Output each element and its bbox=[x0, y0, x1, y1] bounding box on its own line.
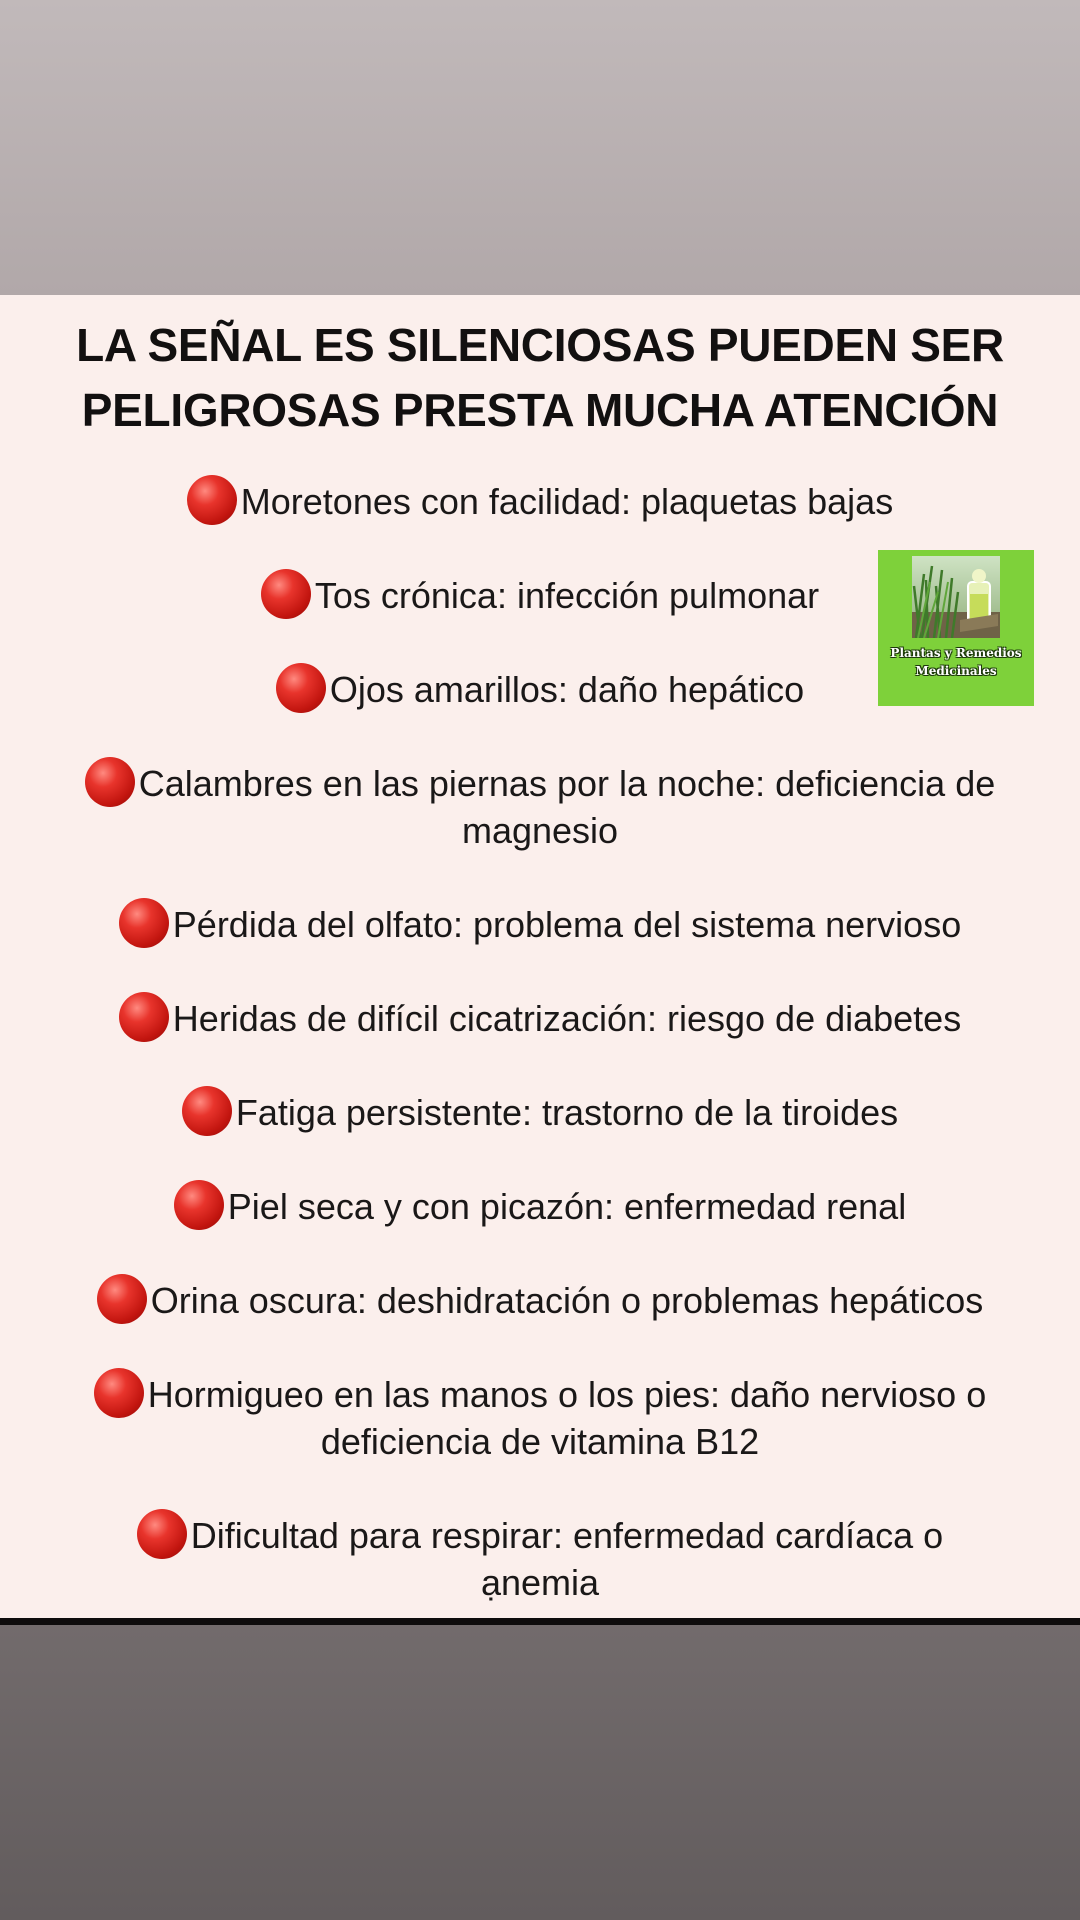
list-item bbox=[20, 1368, 1060, 1465]
item-text-line-2: ạnemia bbox=[480, 1562, 600, 1603]
red-circle-icon bbox=[85, 757, 135, 807]
plant-photo-icon bbox=[912, 556, 1000, 638]
red-circle-icon bbox=[276, 663, 326, 713]
item-text-line-1: Calambres en las piernas por la noche: deficiencia de bbox=[138, 763, 996, 804]
item-text-line-1: Ojos amarillos: daño hepático bbox=[329, 669, 805, 710]
card-bottom-border bbox=[0, 1618, 1080, 1625]
red-circle-icon bbox=[94, 1368, 144, 1418]
list-item bbox=[20, 757, 1060, 854]
red-circle-icon bbox=[97, 1274, 147, 1324]
top-background-band bbox=[0, 0, 1080, 295]
item-text-line-1: Hormigueo en las manos o los pies: daño nervioso o bbox=[147, 1374, 987, 1415]
red-circle-icon bbox=[182, 1086, 232, 1136]
list-item bbox=[20, 1180, 1060, 1230]
logo-text-line-1: Plantas y Remedios bbox=[890, 646, 1022, 660]
list-item bbox=[20, 1509, 1060, 1606]
list-item bbox=[20, 1274, 1060, 1324]
headline-line-2: PELIGROSAS PRESTA MUCHA ATENCIÓN bbox=[81, 384, 999, 436]
item-text-line-2: magnesio bbox=[461, 810, 619, 851]
item-text-line-1: Moretones con facilidad: plaquetas bajas bbox=[240, 481, 894, 522]
list-item bbox=[20, 992, 1060, 1042]
red-circle-icon bbox=[119, 898, 169, 948]
list-item bbox=[20, 475, 1060, 525]
item-text-line-1: Dificultad para respirar: enfermedad cardíaca o bbox=[190, 1515, 944, 1556]
item-text-line-1: Pérdida del olfato: problema del sistema nervioso bbox=[172, 904, 962, 945]
headline-line-1: LA SEÑAL ES SILENCIOSAS PUEDEN SER bbox=[76, 319, 1004, 371]
item-text-line-1: Fatiga persistente: trastorno de la tiroides bbox=[235, 1092, 899, 1133]
red-circle-icon bbox=[187, 475, 237, 525]
logo-text-line-2: Medicinales bbox=[915, 664, 997, 678]
list-item bbox=[20, 898, 1060, 948]
headline bbox=[0, 313, 1080, 443]
bottom-background-band bbox=[0, 1625, 1080, 1920]
red-circle-icon bbox=[261, 569, 311, 619]
plantas-y-remedios-logo bbox=[878, 550, 1034, 706]
logo-text bbox=[878, 644, 1034, 680]
list-item bbox=[20, 1086, 1060, 1136]
red-circle-icon bbox=[174, 1180, 224, 1230]
item-text-line-1: Piel seca y con picazón: enfermedad renal bbox=[227, 1186, 907, 1227]
item-text-line-2: deficiencia de vitamina B12 bbox=[320, 1421, 760, 1462]
item-text-line-1: Orina oscura: deshidratación o problemas hepáticos bbox=[150, 1280, 984, 1321]
red-circle-icon bbox=[137, 1509, 187, 1559]
item-text-line-1: Tos crónica: infección pulmonar bbox=[314, 575, 820, 616]
item-text-line-1: Heridas de difícil cicatrización: riesgo de diabetes bbox=[172, 998, 962, 1039]
red-circle-icon bbox=[119, 992, 169, 1042]
